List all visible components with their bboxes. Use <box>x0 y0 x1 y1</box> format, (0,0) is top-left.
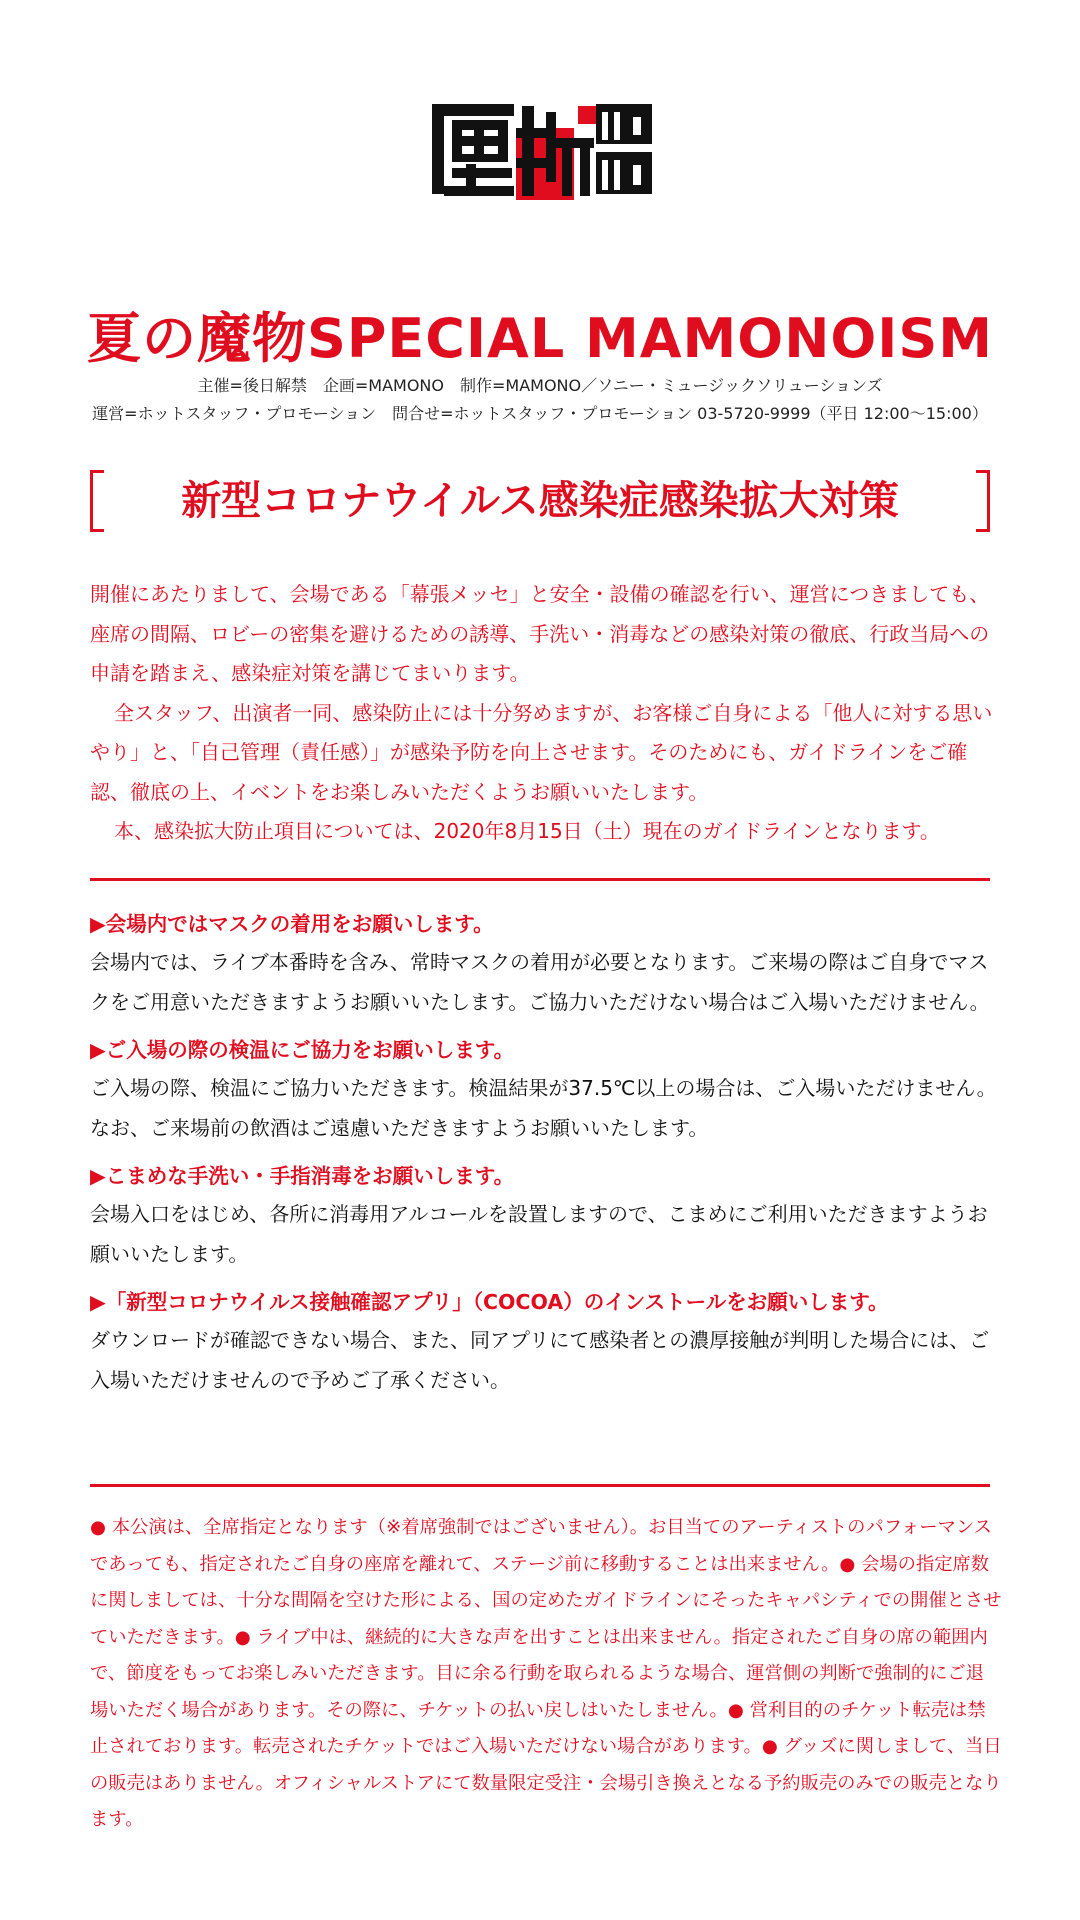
guideline-body: ご入場の際、検温にご協力いただきます。検温結果が37.5℃以上の場合は、ご入場いただけません。なお、ご来場前の飲酒はご遠慮いただきますようお願いいたします。 <box>90 1076 997 1140</box>
guideline-item-mask <box>90 906 1000 1022</box>
credits <box>60 372 1020 428</box>
intro-paragraph: 開催にあたりまして、会場である「幕張メッセ」と安全・設備の確認を行い、運営につきましても、座席の間隔、ロビーの密集を避けるための誘導、手洗い・消毒などの感染対策の徹底、行政当局への申請を踏まえ、感染症対策を講じてまいります。 <box>90 582 990 685</box>
guideline-item-handwash <box>90 1158 1000 1274</box>
intro-paragraph: 本、感染拡大防止項目については、2020年8月15日（土）現在のガイドラインとなります。 <box>114 819 940 843</box>
intro-paragraph: 全スタッフ、出演者一同、感染防止には十分努めますが、お客様ご自身による「他人に対する思いやり」と、「自己管理（責任感）」が感染予防を向上させます。そのためにも、ガイドラインをご確認、徹底の上、イベントをお楽しみいただくようお願いいたします。 <box>90 700 993 804</box>
guideline-item-temperature <box>90 1032 1000 1148</box>
section-heading: 新型コロナウイルス感染症感染拡大対策 <box>181 478 899 524</box>
guideline-title: ▶「新型コロナウイルス接触確認アプリ」（COCOA）のインストールをお願いします。 <box>90 1290 889 1314</box>
credits-line-organizers: 主催=後日解禁 企画=MAMONO 制作=MAMONO／ソニー・ミュージックソリューションズ <box>197 376 883 395</box>
credits-line-contact: 運営=ホットスタッフ・プロモーション 問合せ=ホットスタッフ・プロモーション 03-5720-9999（平日 12:00～15:00） <box>92 404 988 423</box>
right-bracket <box>976 470 990 532</box>
event-title: 夏の魔物SPECIAL MAMONOISM <box>86 307 994 370</box>
guideline-body: ダウンロードが確認できない場合、また、同アプリにて感染者との濃厚接触が判明した場合には、ご入場いただけませんので予めご了承ください。 <box>90 1328 990 1392</box>
divider <box>90 878 990 881</box>
mamono-logo <box>430 98 656 200</box>
section-heading-box <box>90 470 990 532</box>
guideline-title: ▶こまめな手洗い・手指消毒をお願いします。 <box>90 1164 515 1188</box>
divider <box>90 1484 990 1487</box>
guideline-list <box>90 906 1000 1410</box>
guideline-item-cocoa <box>90 1284 1000 1400</box>
guideline-title: ▶会場内ではマスクの着用をお願いします。 <box>90 912 494 936</box>
guideline-body: 会場入口をはじめ、各所に消毒用アルコールを設置しますので、こまめにご利用いただきますようお願いいたします。 <box>90 1202 988 1266</box>
guideline-body: 会場内では、ライブ本番時を含み、常時マスクの着用が必要となります。ご来場の際はご自身でマスクをご用意いただきますようお願いいたします。ご協力いただけない場合はご入場いただけません。 <box>90 950 990 1014</box>
notes-text: ● 本公演は、全席指定となります（※着席強制ではございません）。お目当てのアーティストのパフォーマンスであっても、指定されたご自身の座席を離れて、ステージ前に移動することは出来ません。● 会場の指定席数に関しましては、十分な間隔を空けた形による、国の定めたガイドラインにそったキャパシティでの開催とさせていただきます。● ライブ中は、継続的に大きな声を出すことは出来ません。指定されたご自身の席の範囲内で、節度をもってお楽しみいただきます。目に余る行動を取られるような場合、運営側の判断で強制的にご退場いただく場合があります。その際に、チケットの払い戻しはいたしません。● 営利目的のチケット転売は禁止されております。転売されたチケットではご入場いただけない場合があります。● グッズに関しまして、当日の販売はありません。オフィシャルストアにて数量限定受注・会場引き換えとなる予約販売のみでの販売となります。 <box>90 1517 1002 1830</box>
intro-text <box>90 575 1002 852</box>
guideline-title: ▶ご入場の際の検温にご協力をお願いします。 <box>90 1038 515 1062</box>
left-bracket <box>90 470 104 532</box>
